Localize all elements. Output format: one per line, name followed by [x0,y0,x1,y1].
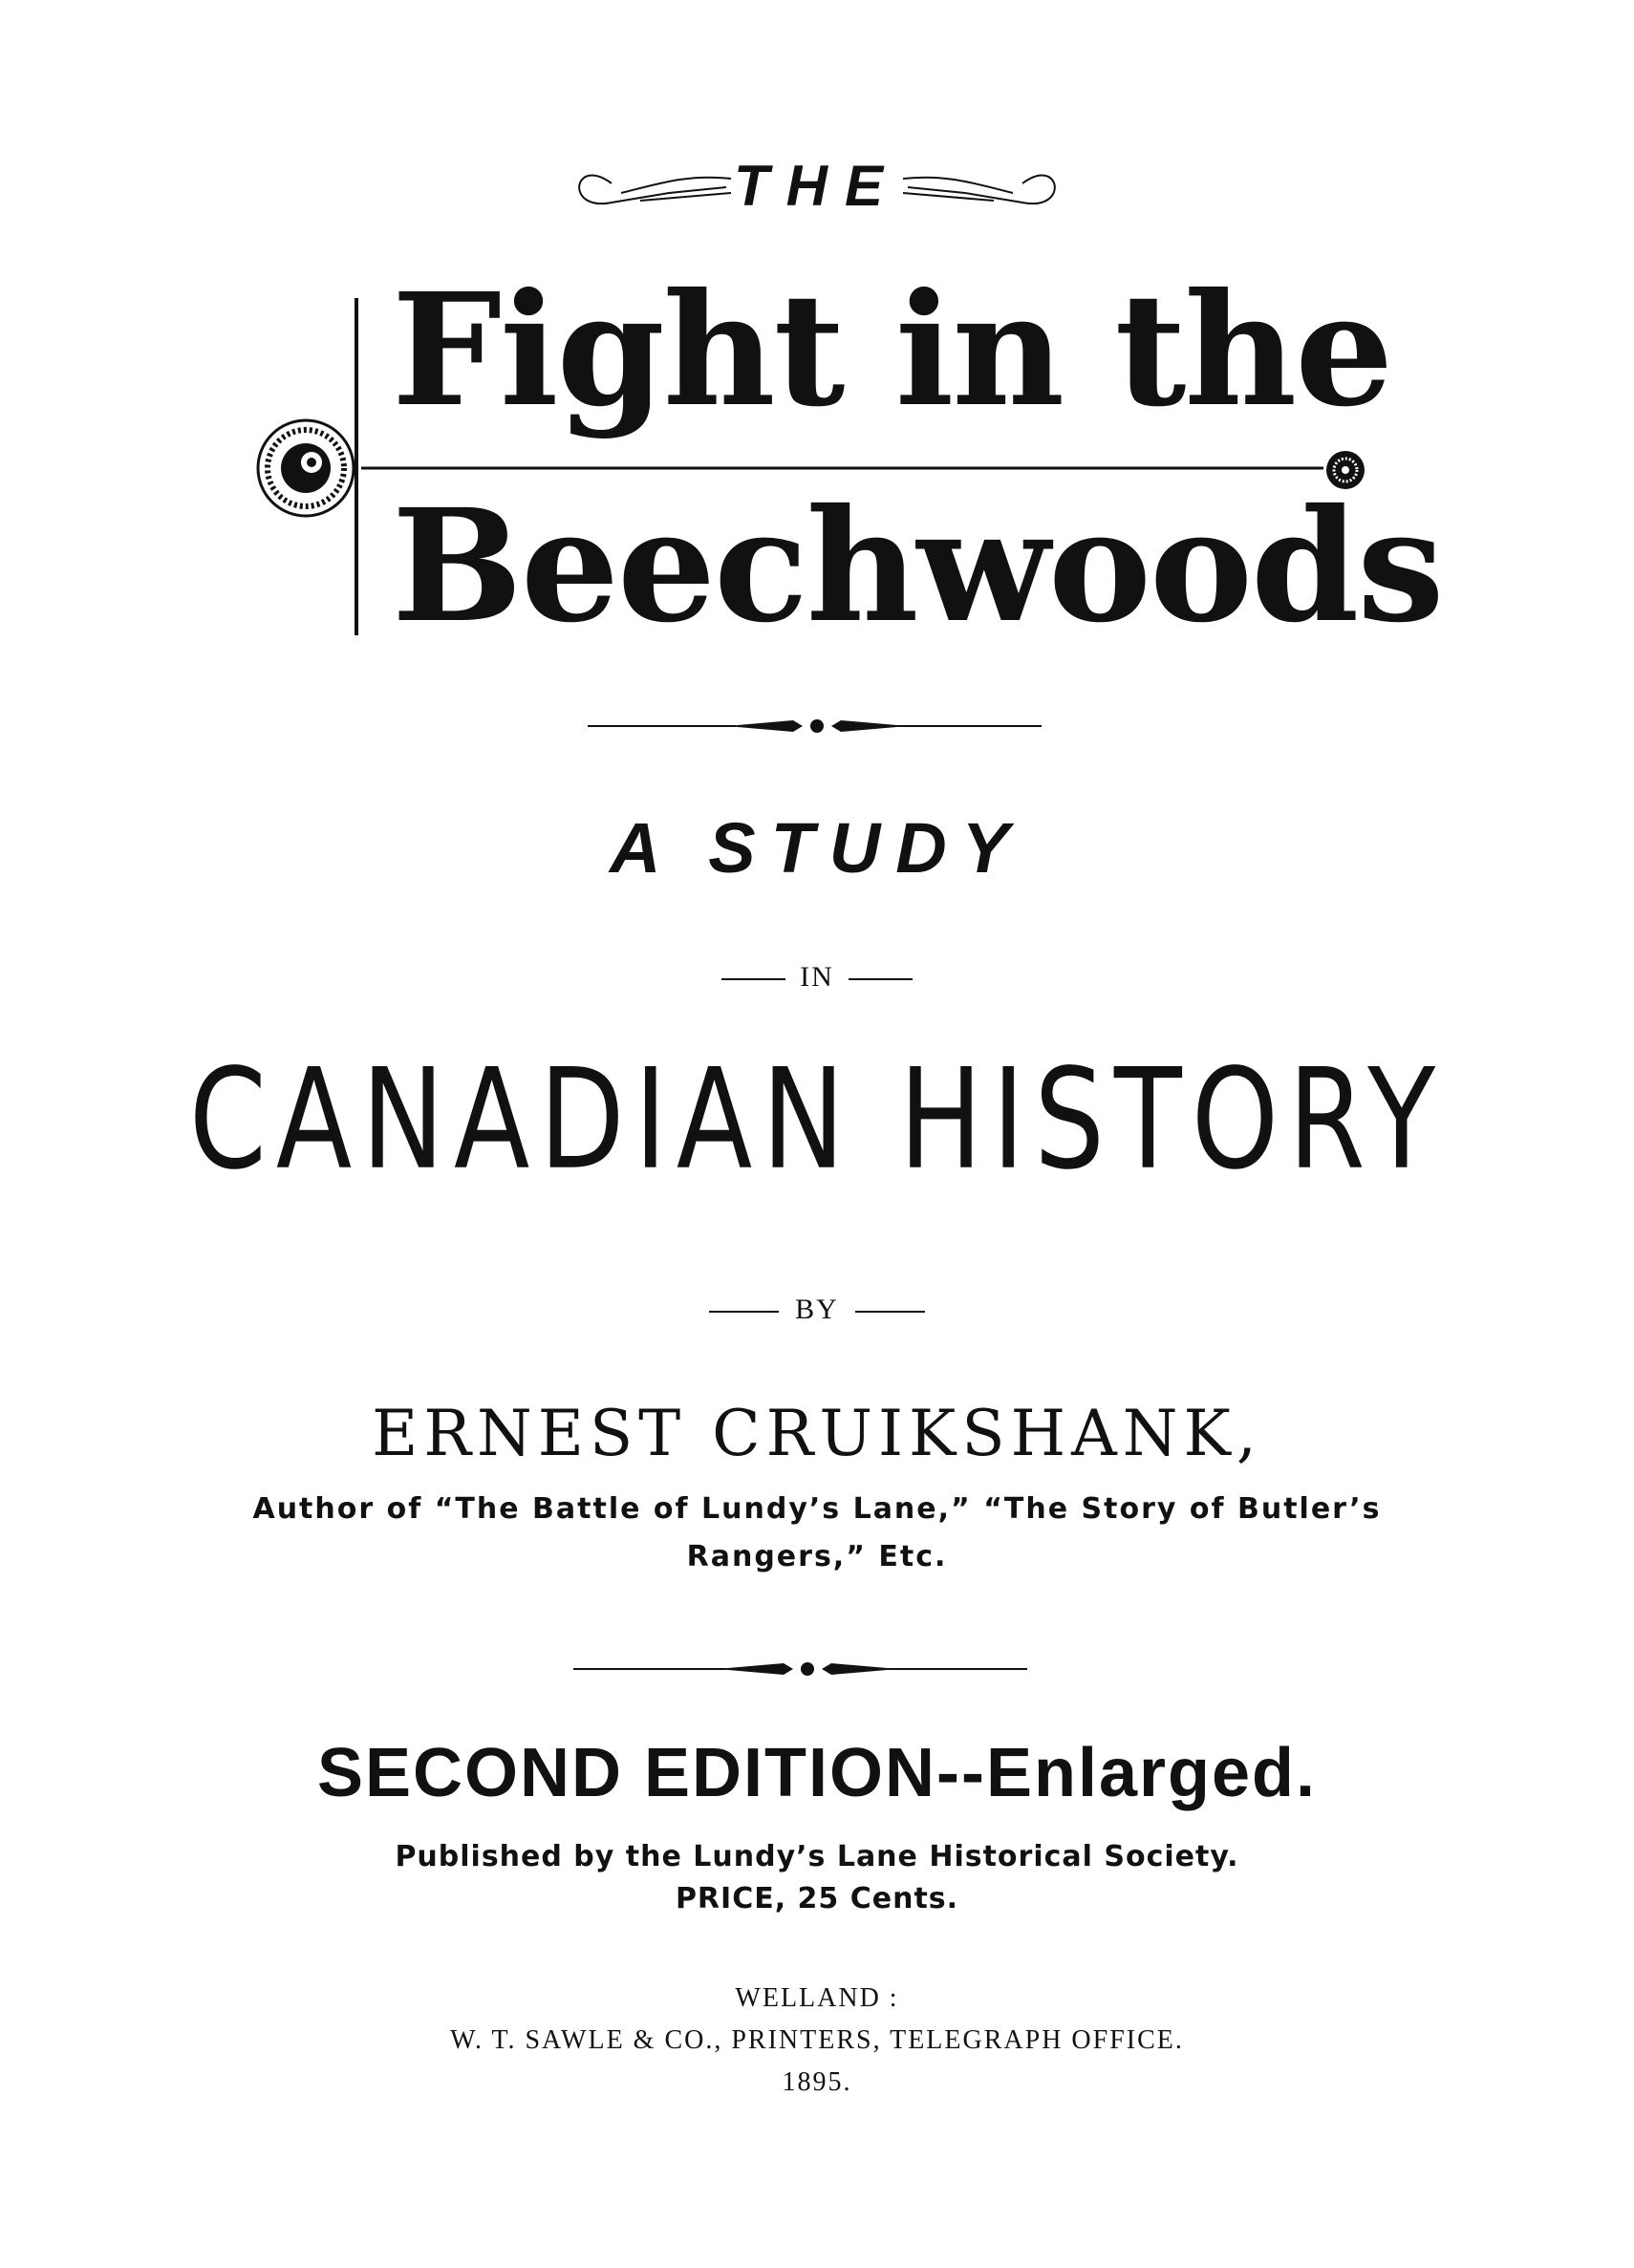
author-name: ERNEST CRUIKSHANK, [372,1397,1262,1470]
in-label: IN [800,961,834,993]
author-credits-line-1: Author of “The Battle of Lundy’s Lane,” “The Story of Butler’s [252,1492,1382,1526]
imprint-block [0,1978,1634,2104]
price-line: PRICE, 25 Cents. [675,1882,959,1915]
publisher-line: Published by the Lundy’s Lane Historical Society. [395,1840,1239,1873]
left-rosette-icon [258,420,354,516]
title-line-2: Beechwoods [392,476,1443,657]
a-study-heading: A STUDY [609,808,1025,888]
author-credits-line-2: Rangers,” Etc. [686,1540,948,1573]
imprint-printer: W. T. SAWLE & CO., PRINTERS, TELEGRAPH OFFICE. [450,2025,1184,2055]
divider-ornament-1 [0,712,1634,740]
publisher-block [0,1836,1634,1920]
author-credits [0,1486,1634,1581]
edition-heading: SECOND EDITION--Enlarged. [316,1735,1318,1811]
divider-ornament-2 [0,1655,1634,1683]
title-line-1: Fight in the [392,260,1392,441]
imprint-year: 1895. [782,2067,852,2097]
imprint-place: WELLAND : [735,1983,899,2013]
the-heading-block [0,145,1634,222]
by-label: BY [795,1294,839,1325]
canadian-history-heading: CANADIAN HISTORY [188,1039,1446,1201]
the-heading: THE [734,154,900,218]
